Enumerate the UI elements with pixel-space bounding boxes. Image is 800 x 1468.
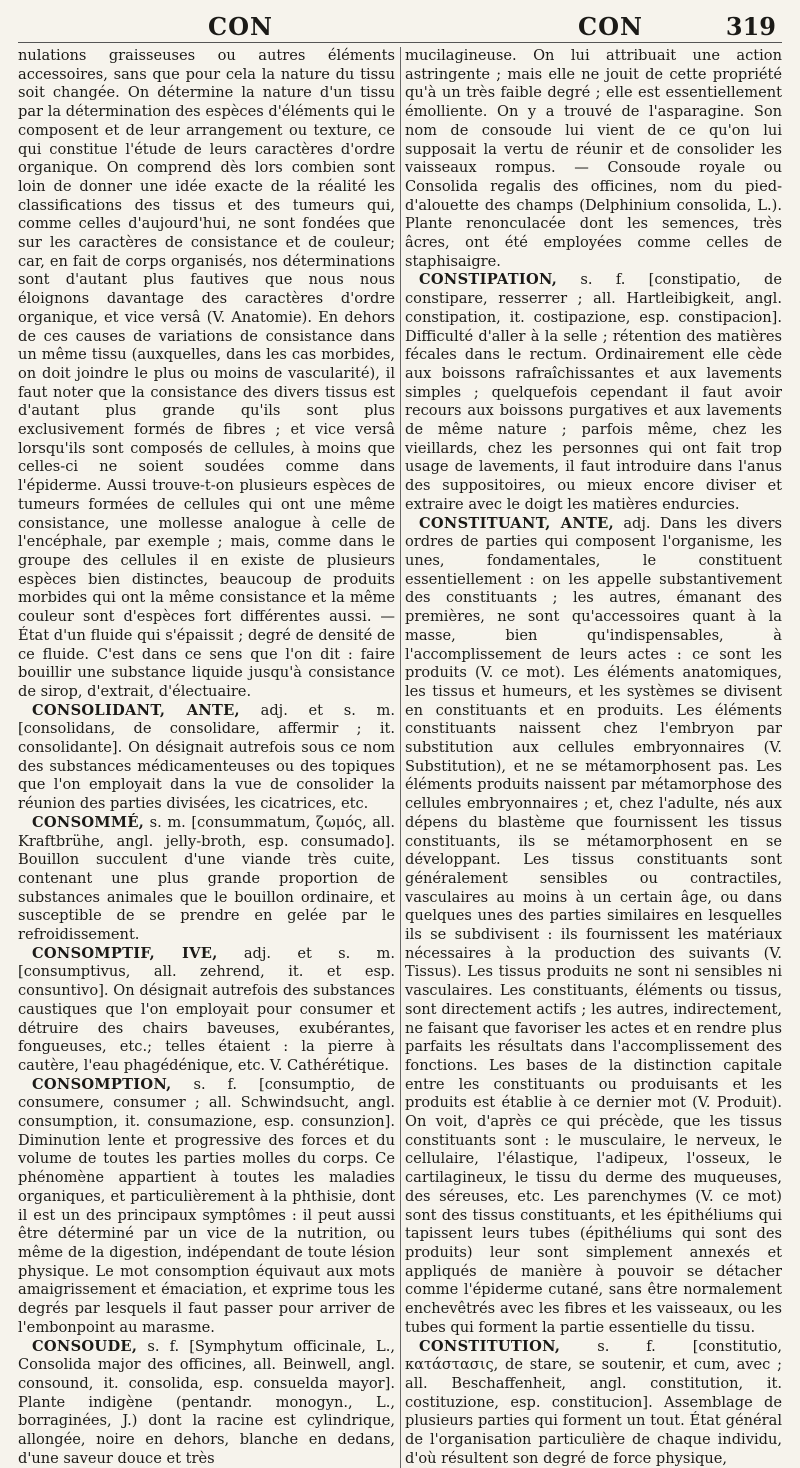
- entry-body: adj. Dans les divers ordres de parties qui composent l'organisme, les unes, fondamentales, le constituent essentiellement : on les appelle substantivement des constituants ; les autres, émanant des premières, ne sont qu'accessoires quant à la masse, bien qu'indispensables, à l'accomplissement de leurs actes : ce sont les produits (V. ce mot). Les éléments anatomiques, les tissus et humeurs, et les systèmes se divisent en constituants et en produits. Les éléments constituants naissent chez l'embryon par substitution aux cellules embryonnaires (V. Substitution), et ne se métamorphosent pas. Les éléments produits naissent par métamorphose des cellules embryonnaires ; et, chez l'adulte, nés aux dépens du blastème que fournissent les tissus constituants, ils se métamorphosent en se développant. Les tissus constituants sont généralement sensibles ou contractiles, vasculaires au moins à un certain âge, ou dans quelques unes des parties similaires en lesquelles ils se subdivisent : ils fournissent les matériaux nécessaires à la production des suivants (V. Tissus). Les tissus produits ne sont ni sensibles ni vasculaires. Les constituants, éléments ou tissus, sont directement actifs ; les autres, indirectement, ne faisant que favoriser les actes et en rendre plus parfaits les résultats dans l'accomplissement des fonctions. Les bases de la distinction capitale entre les constituants ou produisants et les produits est établie à ce dernier mot (V. Produit). On voit, d'après ce qui précède, que les tissus constituants sont : le musculaire, le nerveux, le cellulaire, l'élastique, l'adipeux, l'osseux, le cartilagineux, le tissu du derme des muqueuses, des séreuses, etc. Les parenchymes (V. ce mot) sont des tissus constituants, et les épithéliums qui tapissent leurs tubes (épithéliums qui sont des produits) leur sont simplement annexés et appliqués de manière à pouvoir se détacher comme l'épiderme cutané, sans être normalement enchevêtrés avec les fibres et les vaisseaux, ou les tubes qui forment la partie essentielle du tissu.: [405, 514, 783, 1336]
- entry-body: s. f. [consumptio, de consumere, consumer ; all. Schwindsucht, angl. consumption, it. consumazione, esp. consunzion]. Diminution lente et progressive des forces et du volume de toutes les parties molles du corps. Ce phénomène appartient à toutes les maladies organiques, et particulièrement à la phthisie, dont il est un des principaux symptômes : il peut aussi être déterminé par un vice de la nutrition, ou même de la digestion, indépendant de toute lésion physique. Le mot consomption équivaut aux mots amaigrissement et émaciation, et exprime tous les degrés par lesquels il faut passer pour arriver de l'embonpoint au marasme.: [18, 1075, 395, 1336]
- right-running-head: CON: [578, 12, 643, 41]
- dictionary-entry: [18, 1076, 395, 1338]
- entry-headword: CONSTITUANT, ANTE,: [419, 514, 614, 532]
- left-running-head: CON: [208, 12, 273, 41]
- dictionary-entry: [405, 1338, 782, 1468]
- text-columns: [18, 47, 782, 1468]
- entry-headword: CONSTITUTION,: [419, 1337, 561, 1355]
- page-header: [18, 10, 782, 43]
- entry-headword: CONSOLIDANT, ANTE,: [32, 701, 240, 719]
- entry-body: adj. et s. m. [consumptivus, all. zehrend, it. et esp. consuntivo]. On désignait autrefois des substances caustiques que l'on employait pour consumer et détruire des chairs baveuses, exubérantes, fongueuses, etc.; telles étaient : la pierre à cautère, l'eau phagédénique, etc. V. Cathérétique.: [18, 944, 395, 1074]
- continued-paragraph: nulations graisseuses ou autres éléments accessoires, sans que pour cela la nature du tissu soit changée. On détermine la nature d'un tissu par la détermination des espèces d'éléments qui le composent et de leur arrangement ou texture, ce qui constitue l'étude de leurs caractères d'ordre organique. On comprend dès lors combien sont loin de donner une idée exacte de la réalité les classifications des tissus et des tumeurs qui, comme celles d'aujourd'hui, ne sont fondées que sur les caractères de consistance et de couleur; car, en fait de corps organisés, nos déterminations sont d'autant plus fautives que nous nous éloignons davantage des caractères d'ordre organique, et vice versâ (V. Anatomie). En dehors de ces causes de variations de consistance dans un même tissu (auxquelles, dans les cas morbides, on doit joindre le plus ou moins de vascularité), il faut noter que la consistance des divers tissus est d'autant plus grande qu'ils sont plus exclusivement formés de fibres ; et vice versâ lorsqu'ils sont composés de cellules, à moins que celles-ci ne soient soudées comme dans l'épiderme. Aussi trouve-t-on plusieurs espèces de tumeurs formées de cellules qui ont une même consistance, une mollesse analogue à celle de l'encéphale, par exemple ; mais, comme dans le groupe des cellules il en existe de plusieurs espèces bien distinctes, beaucoup de produits morbides qui ont la même consistance et la même couleur sont d'espèces fort différentes aussi. — État d'un fluide qui s'épaissit ; degré de densité de ce fluide. C'est dans ce sens que l'on dit : faire bouillir une substance liquide jusqu'à consistance de sirop, d'extrait, d'électuaire.: [18, 47, 395, 700]
- right-column: [405, 47, 782, 1468]
- dictionary-entry: [18, 945, 395, 1076]
- page-number: 319: [725, 12, 776, 41]
- dictionary-entry: [18, 702, 395, 814]
- entry-headword: CONSTIPATION,: [419, 271, 558, 289]
- entry-headword: CONSOMPTION,: [32, 1075, 172, 1093]
- dictionary-entry: [18, 814, 395, 945]
- entry-headword: CONSOUDE,: [32, 1337, 138, 1355]
- continued-paragraph: mucilagineuse. On lui attribuait une action astringente ; mais elle ne jouit de cette propriété qu'à un très faible degré ; elle est essentiellement émolliente. On y a trouvé de l'asparagine. Son nom de consoude lui vient de ce qu'on lui supposait la vertu de réunir et de consolider les vaisseaux rompus. — Consoude royale ou Consolida regalis des officines, nom du pied-d'alouette des champs (Delphinium consolida, L.). Plante renonculacée dont les semences, très âcres, ont été employées comme celles de staphisaigre.: [405, 47, 782, 270]
- entry-headword: CONSOMMÉ,: [32, 813, 145, 831]
- dictionary-entry: [405, 271, 782, 514]
- entry-body: s. f. [constitutio, κατάστασις, de stare, se soutenir, et cum, avec ; all. Beschaffenheit, angl. constitution, it. costituzione, esp. constitucion]. Assemblage de plusieurs parties qui forment un tout. État général de l'organisation particulière de chaque individu, d'où résultent son degré de force physique,: [405, 1337, 782, 1467]
- entry-body: s. m. [consummatum, ζωμός, all. Kraftbrühe, angl. jelly-broth, esp. consumado]. Bouillon succulent d'une viande très cuite, contenant une plus grande proportion de substances animales que le bouillon ordinaire, et susceptible de se prendre en gelée par le refroidissement.: [18, 813, 395, 944]
- dictionary-entry: [405, 515, 782, 1338]
- entry-body: s. f. [Symphytum officinale, L., Consolida major des officines, all. Beinwell, angl. consound, it. consolida, esp. consuelda mayor]. Plante indigène (pentandr. monogyn., L., borraginées, J.) dont la racine est cylindrique, allongée, noire en dehors, blanche en dedans, d'une saveur douce et très: [18, 1337, 395, 1467]
- entry-body: adj. et s. m. [consolidans, de consolidare, affermir ; it. consolidante]. On désignait autrefois sous ce nom des substances médicamenteuses ou des topiques que l'on employait dans la vue de consolider la réunion des parties divisées, les cicatrices, etc.: [18, 701, 396, 813]
- entry-body: s. f. [constipatio, de constipare, resserrer ; all. Hartleibigkeit, angl. constipation, it. costipazione, esp. constipacion]. Difficulté d'aller à la selle ; rétention des matières fécales dans le rectum. Ordinairement elle cède aux boissons rafraîchissantes et aux lavements simples ; quelquefois cependant il faut avoir recours aux boissons purgatives et aux lavements de même nature ; parfois même, chez les vieillards, chez les personnes qui ont fait trop usage de lavements, il faut introduire dans l'anus des suppositoires, ou mieux encore diviser et extraire avec le doigt les matières endurcies.: [405, 271, 782, 513]
- left-column: [18, 47, 395, 1468]
- entry-headword: CONSOMPTIF, IVE,: [32, 944, 218, 962]
- dictionary-entry: [18, 1338, 395, 1468]
- column-divider: [400, 47, 401, 1468]
